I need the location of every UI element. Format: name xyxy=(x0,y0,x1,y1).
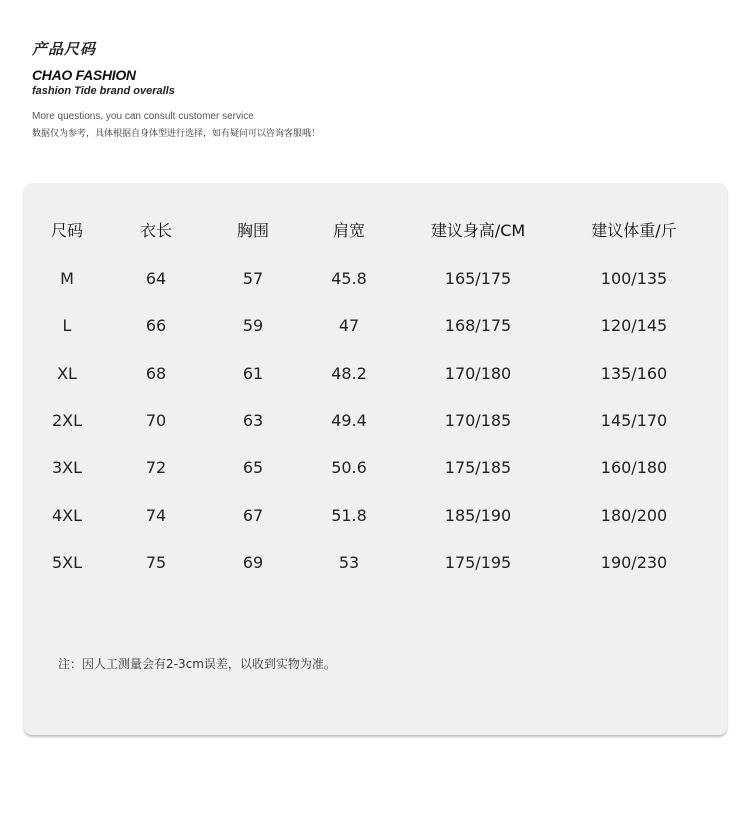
chest-cell: 69 xyxy=(242,553,264,572)
subtitle-en: fashion Tide brand overalls xyxy=(32,85,175,97)
title-cn: 产品尺码 xyxy=(32,40,97,58)
column-header-size: 尺码 xyxy=(50,221,84,240)
size-cell: 2XL xyxy=(51,411,83,430)
table-header-row xyxy=(24,219,727,243)
table-row xyxy=(24,314,727,338)
size-cell: XL xyxy=(57,364,77,383)
shoulder-cell: 50.6 xyxy=(331,458,367,477)
chest-cell: 61 xyxy=(242,364,264,383)
height-cell: 165/175 xyxy=(444,269,512,288)
column-header-shoulder: 肩宽 xyxy=(332,221,366,240)
chest-cell: 67 xyxy=(242,506,264,525)
table-row xyxy=(24,409,727,433)
shoulder-cell: 48.2 xyxy=(331,364,367,383)
length-cell: 72 xyxy=(145,458,167,477)
shoulder-cell: 45.8 xyxy=(331,269,367,288)
height-cell: 170/185 xyxy=(444,411,512,430)
shoulder-cell: 47 xyxy=(338,316,360,335)
length-cell: 75 xyxy=(145,553,167,572)
size-cell: 5XL xyxy=(51,553,83,572)
table-row xyxy=(24,504,727,528)
weight-cell: 160/180 xyxy=(600,458,668,477)
size-cell: M xyxy=(60,269,74,288)
column-header-chest: 胸围 xyxy=(236,221,270,240)
length-cell: 68 xyxy=(145,364,167,383)
weight-cell: 145/170 xyxy=(600,411,668,430)
measurement-footnote: 注：因人工测量会有2-3cm误差，以收到实物为准。 xyxy=(58,657,336,671)
weight-cell: 120/145 xyxy=(600,316,668,335)
table-row xyxy=(24,267,727,291)
length-cell: 64 xyxy=(145,269,167,288)
length-cell: 74 xyxy=(145,506,167,525)
chest-cell: 65 xyxy=(242,458,264,477)
weight-cell: 135/160 xyxy=(600,364,668,383)
column-header-length: 衣长 xyxy=(139,221,173,240)
column-header-weight: 建议体重/斤 xyxy=(591,221,677,240)
weight-cell: 100/135 xyxy=(600,269,668,288)
chest-cell: 63 xyxy=(242,411,264,430)
shoulder-cell: 49.4 xyxy=(331,411,367,430)
size-cell: 4XL xyxy=(51,506,83,525)
size-cell: 3XL xyxy=(51,458,83,477)
table-row xyxy=(24,362,727,386)
table-row xyxy=(24,551,727,575)
shoulder-cell: 51.8 xyxy=(331,506,367,525)
height-cell: 185/190 xyxy=(444,506,512,525)
chest-cell: 57 xyxy=(242,269,264,288)
length-cell: 66 xyxy=(145,316,167,335)
height-cell: 175/195 xyxy=(444,553,512,572)
shoulder-cell: 53 xyxy=(338,553,360,572)
weight-cell: 180/200 xyxy=(600,506,668,525)
size-table-card xyxy=(24,183,727,735)
chest-cell: 59 xyxy=(242,316,264,335)
table-row xyxy=(24,456,727,480)
title-en: CHAO FASHION xyxy=(32,67,136,83)
weight-cell: 190/230 xyxy=(600,553,668,572)
column-header-height: 建议身高/CM xyxy=(430,221,526,240)
height-cell: 170/180 xyxy=(444,364,512,383)
header xyxy=(32,38,320,139)
size-cell: L xyxy=(62,316,72,335)
height-cell: 168/175 xyxy=(444,316,512,335)
length-cell: 70 xyxy=(145,411,167,430)
note-en: More questions, you can consult customer service xyxy=(32,111,254,122)
note-cn: 数据仅为参考，具体根据自身体型进行选择，如有疑问可以咨询客服哦！ xyxy=(32,129,321,139)
height-cell: 175/185 xyxy=(444,458,512,477)
